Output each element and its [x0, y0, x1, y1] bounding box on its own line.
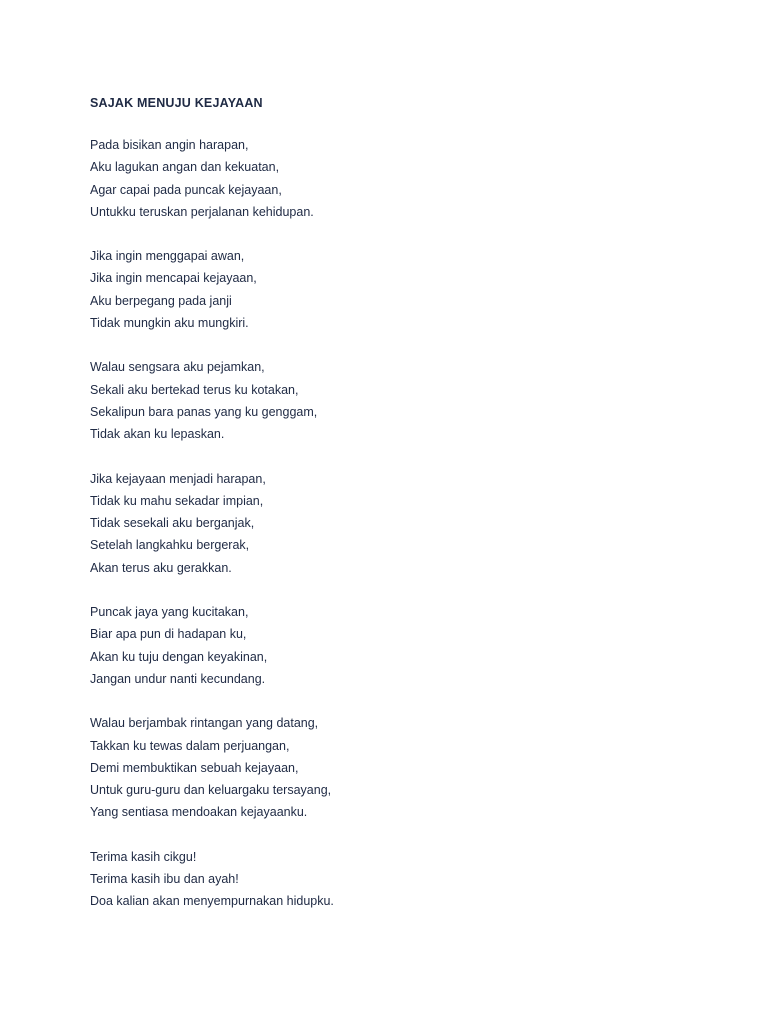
poem-line: Demi membuktikan sebuah kejayaan, — [90, 760, 299, 775]
poem-line: Takkan ku tewas dalam perjuangan, — [90, 738, 290, 753]
poem-line: Pada bisikan angin harapan, — [90, 138, 249, 152]
poem-title: SAJAK MENUJU KEJAYAAN — [90, 96, 263, 110]
poem-line: Tidak akan ku lepaskan. — [90, 427, 225, 442]
poem-line: Jika ingin mencapai kejayaan, — [90, 271, 257, 286]
poem-line: Untuk guru-guru dan keluargaku tersayang, — [90, 783, 332, 798]
poem-line: Untukku teruskan perjalanan kehidupan. — [90, 204, 314, 219]
poem-content — [90, 95, 690, 935]
poem-line: Sekalipun bara panas yang ku genggam, — [90, 404, 318, 419]
stanza-2 — [90, 245, 690, 334]
poem-line: Terima kasih cikgu! — [90, 849, 197, 864]
stanza-7 — [90, 846, 690, 913]
poem-line: Aku berpegang pada janji — [90, 293, 232, 308]
poem-line: Tidak sesekali aku berganjak, — [90, 516, 255, 531]
poem-line: Tidak ku mahu sekadar impian, — [90, 493, 264, 508]
poem-line: Walau sengsara aku pejamkan, — [90, 360, 265, 375]
poem-line: Sekali aku bertekad terus ku kotakan, — [90, 382, 299, 397]
poem-line: Yang sentiasa mendoakan kejayaanku. — [90, 805, 308, 820]
poem-line: Walau berjambak rintangan yang datang, — [90, 716, 319, 731]
poem-line: Doa kalian akan menyempurnakan hidupku. — [90, 894, 334, 909]
stanza-4 — [90, 468, 690, 579]
poem-line: Aku lagukan angan dan kekuatan, — [90, 160, 280, 175]
poem-line: Terima kasih ibu dan ayah! — [90, 872, 239, 887]
stanza-5 — [90, 601, 690, 690]
poem-line: Agar capai pada puncak kejayaan, — [90, 182, 282, 197]
poem-line: Jika ingin menggapai awan, — [90, 249, 245, 264]
poem-line: Biar apa pun di hadapan ku, — [90, 627, 247, 642]
poem-line: Setelah langkahku bergerak, — [90, 538, 250, 553]
poem-line: Puncak jaya yang kucitakan, — [90, 605, 249, 620]
stanza-3 — [90, 356, 690, 445]
poem-line: Jangan undur nanti kecundang. — [90, 671, 266, 686]
poem-line: Jika kejayaan menjadi harapan, — [90, 471, 266, 486]
poem-line: Tidak mungkin aku mungkiri. — [90, 316, 249, 331]
poem-line: Akan ku tuju dengan keyakinan, — [90, 649, 268, 664]
stanza-1 — [90, 134, 690, 223]
stanza-6 — [90, 712, 690, 823]
poem-line: Akan terus aku gerakkan. — [90, 560, 232, 575]
